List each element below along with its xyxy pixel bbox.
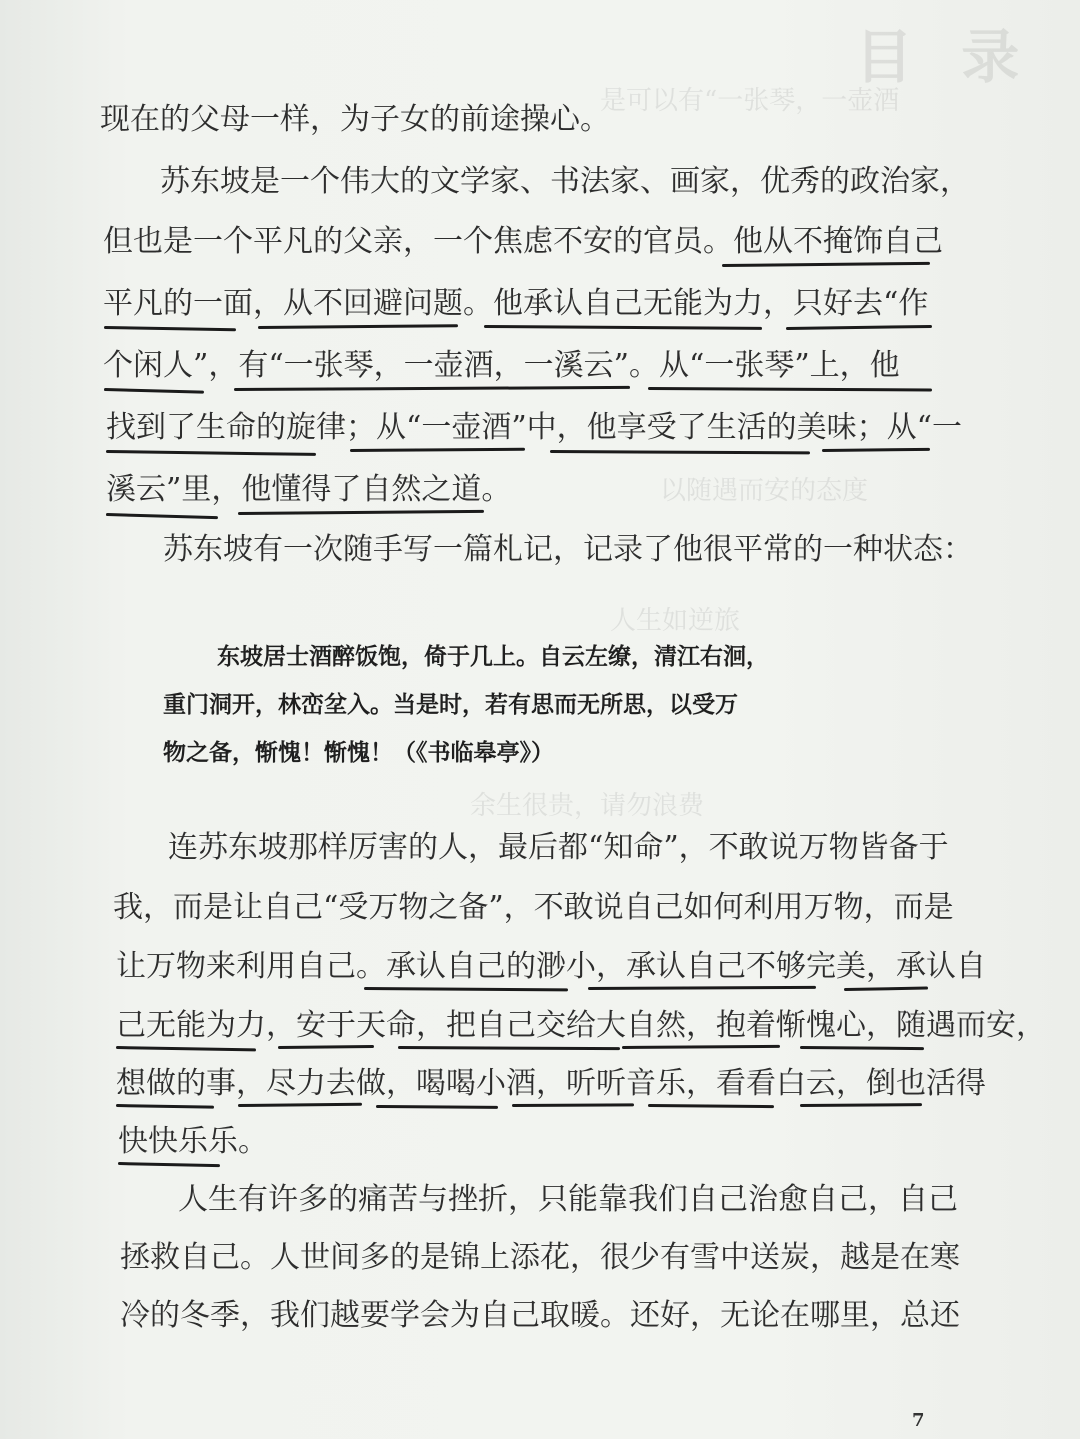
text-line: 苏东坡是一个伟大的文学家、书法家、画家，优秀的政治家， [160,164,970,199]
bleed-through-text: 是可以有“一张琴，一壶酒 [600,86,900,116]
pen-underline [350,448,525,452]
pen-underline [104,326,236,331]
text-line: 但也是一个平凡的父亲，一个焦虑不安的官员。他从不掩饰自己 [103,224,943,259]
pen-underline [258,324,458,329]
pen-underline [116,1104,214,1109]
text-line: 找到了生命的旋律；从“一壶酒”中，他享受了生活的美味；从“一 [106,410,963,445]
pen-underline [238,510,484,515]
text-line: 现在的父母一样，为子女的前途操心。 [100,102,610,137]
pen-underline [106,513,218,519]
pen-underline [364,987,568,991]
bleed-through-text: 余生很贵，请勿浪费 [470,791,705,821]
pen-underline [116,1046,256,1051]
pen-underline [588,986,816,990]
text-line: 溪云”里，他懂得了自然之道。 [106,472,512,507]
text-line: 我，而是让自己“受万物之备”，不敢说自己如何利用万物，而是 [113,890,954,925]
pen-underline [622,1045,780,1049]
text-line: 拯救自己。人世间多的是锦上添花，很少有雪中送炭，越是在寒 [120,1240,960,1275]
text-line: 人生有许多的痛苦与挫折，只能靠我们自己治愈自己，自己 [178,1182,958,1217]
pen-underline [786,325,932,330]
pen-underline [800,1046,924,1050]
pen-underline [238,1103,362,1107]
pen-underline [278,1045,374,1049]
pen-underline [722,262,930,267]
pen-underline [118,1162,220,1167]
bleed-through-text: 人生如逆旅 [610,606,741,636]
text-line: 个闲人”，有“一张琴，一壶酒，一溪云”。从“一张琴”上，他 [103,348,900,383]
bleed-through-text: 以随遇而安的态度 [660,476,869,506]
pen-underline [376,1105,498,1109]
pen-underline [800,1103,922,1107]
pen-underline [106,450,316,456]
text-line: 平凡的一面，从不回避问题。他承认自己无能为力，只好去“作 [103,286,929,321]
text-line: 冷的冬季，我们越要学会为自己取暖。还好，无论在哪里，总还 [120,1298,960,1333]
text-line: 让万物来利用自己。承认自己的渺小，承认自己不够完美，承认自 [116,949,986,984]
pen-underline [648,387,932,391]
page-number: 7 [912,1410,925,1431]
pen-underline [398,1046,620,1050]
pen-underline [648,1104,774,1108]
text-line: 快快乐乐。 [118,1124,268,1159]
block-quote-line: 东坡居士酒醉饭饱，倚于几上。自云左缭，清江右洄， [217,644,769,670]
pen-underline [484,325,762,330]
pen-underline [234,386,630,391]
pen-underline [512,1103,634,1107]
pen-underline [550,450,810,454]
pen-underline [822,448,930,452]
pen-underline [104,388,204,394]
pen-underline [844,987,928,991]
block-quote-line: 重门洞开，林峦坌入。当是时，若有思而无所思，以受万 [163,692,738,718]
text-line: 己无能为力，安于天命，把自己交给大自然，抱着惭愧心，随遇而安， [116,1008,1046,1043]
text-line: 苏东坡有一次随手写一篇札记，记录了他很平常的一种状态： [163,532,973,567]
text-line: 连苏东坡那样厉害的人，最后都“知命”，不敢说万物皆备于 [168,830,949,865]
block-quote-line: 物之备，惭愧！惭愧！（《书临皋亭》） [163,740,554,766]
text-line: 想做的事，尽力去做，喝喝小酒，听听音乐，看看白云，倒也活得 [116,1066,986,1101]
bleed-through-heading: 目 录 [855,23,1034,91]
